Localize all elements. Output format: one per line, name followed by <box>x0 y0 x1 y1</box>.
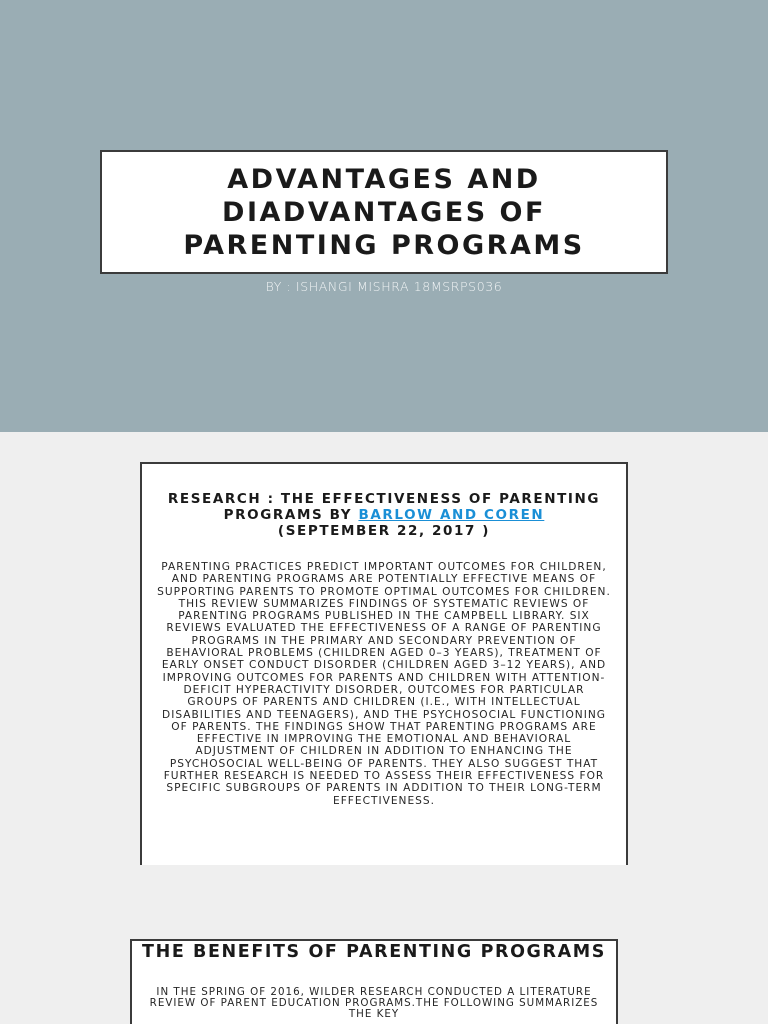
research-slide <box>0 432 768 865</box>
research-content-box <box>140 462 628 865</box>
title-box <box>100 150 668 274</box>
research-body-text: PARENTING PRACTICES PREDICT IMPORTANT OUTCOMES FOR CHILDREN, AND PARENTING PROGRAMS ARE POTENTIALLY EFFECTIVE MEANS OF SUPPORTING PARENTS TO PROMOTE OPTIMAL OUTCOMES FOR CHILDREN. THIS REVIEW SUMMARIZES FINDINGS OF SYSTEMATIC REVIEWS OF PARENTING PROGRAMS PUBLISHED IN THE CAMPBELL LIBRARY. SIX REVIEWS EVALUATED THE EFFECTIVENESS OF A RANGE OF PARENTING PROGRAMS IN THE PRIMARY AND SECONDARY PREVENTION OF BEHAVIORAL PROBLEMS (CHILDREN AGED 0–3 YEARS), TREATMENT OF EARLY ONSET CONDUCT DISORDER (CHILDREN AGED 3–12 YEARS), AND IMPROVING OUTCOMES FOR PARENTS AND CHILDREN WITH ATTENTION-DEFICIT HYPERACTIVITY DISORDER, OUTCOMES FOR PARTICULAR GROUPS OF PARENTS AND CHILDREN (I.E., WITH INTELLECTUAL DISABILITIES AND TEENAGERS), AND THE PSYCHOSOCIAL FUNCTIONING OF PARENTS. THE FINDINGS SHOW THAT PARENTING PROGRAMS ARE EFFECTIVE IN IMPROVING THE EMOTIONAL AND BEHAVIORAL ADJUSTMENT OF CHILDREN IN ADDITION TO ENHANCING THE PSYCHOSOCIAL WELL-BEING OF PARENTS. THEY ALSO SUGGEST THAT FURTHER RESEARCH IS NEEDED TO ASSESS THEIR EFFECTIVENESS FOR SPECIFIC SUBGROUPS OF PARENTS IN ADDITION TO THEIR LONG-TERM EFFECTIVENESS. <box>157 561 611 807</box>
title-line-2: DIADVANTAGES OF <box>222 196 546 228</box>
benefits-slide <box>0 865 768 1024</box>
author-subtitle: BY : ISHANGI MISHRA 18MSRPS036 <box>265 279 503 294</box>
research-heading-text: RESEARCH : THE EFFECTIVENESS OF PARENTING PROGRAMS BY <box>167 491 601 523</box>
benefits-body-text: IN THE SPRING OF 2016, WILDER RESEARCH CONDUCTED A LITERATURE REVIEW OF PARENT EDUCATION PROGRAMS.THE FOLLOWING SUMMARIZES THE KEY <box>149 986 599 1020</box>
research-date: (SEPTEMBER 22, 2017 ) <box>277 523 491 539</box>
benefits-heading: THE BENEFITS OF PARENTING PROGRAMS <box>142 942 606 962</box>
research-heading <box>142 491 626 539</box>
benefits-content-box <box>130 939 618 1024</box>
title-slide <box>0 0 768 432</box>
title-line-3: PARENTING PROGRAMS <box>183 229 585 261</box>
slide-title <box>124 163 644 262</box>
author-link[interactable]: BARLOW AND COREN <box>358 507 545 523</box>
title-line-1: ADVANTAGES AND <box>227 163 541 195</box>
